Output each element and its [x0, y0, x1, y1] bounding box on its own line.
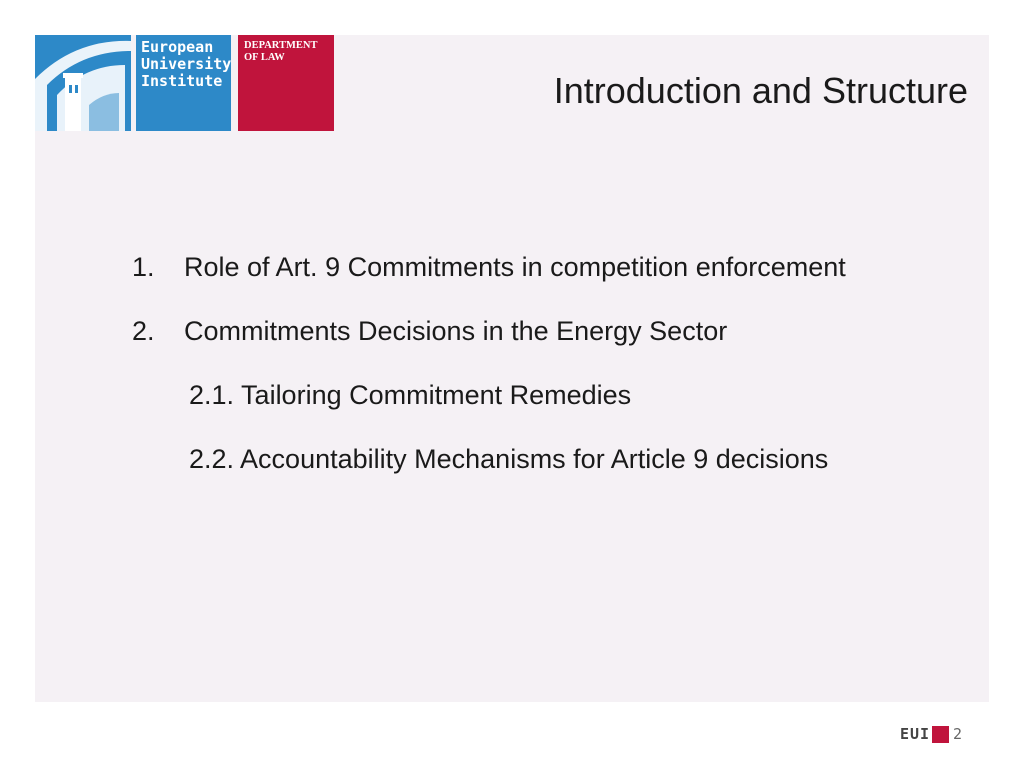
agenda-subitem-2-1: [189, 380, 631, 411]
eui-building-icon: [35, 35, 131, 131]
agenda-item-text: 2.2. Accountability Mechanisms for Article 9 decisions: [189, 444, 829, 474]
slide-title: Introduction and Structure: [553, 70, 968, 111]
logo-line-european: European: [141, 38, 214, 56]
agenda-item-text: Role of Art. 9 Commitments in competition enforcement: [184, 252, 846, 282]
footer-eui-text: EUI: [900, 725, 931, 743]
dept-line-2: OF LAW: [244, 52, 285, 63]
agenda-item-text: 2.1. Tailoring Commitment Remedies: [189, 380, 632, 410]
eui-logo: [35, 35, 231, 131]
agenda-item-number: 2.: [132, 316, 155, 346]
page-number: 2: [953, 725, 963, 743]
logo-line-institute: Institute: [141, 72, 223, 90]
slide-panel: [35, 35, 989, 702]
agenda-subitem-2-2: [189, 444, 828, 475]
eui-square-icon: [932, 726, 949, 743]
agenda-item-text: Commitments Decisions in the Energy Sector: [184, 316, 728, 346]
agenda-item-number: 1.: [132, 252, 155, 282]
logo-line-university: University: [141, 55, 232, 73]
department-of-law-logo: [238, 35, 334, 131]
dept-line-1: DEPARTMENT: [244, 40, 318, 51]
eui-wordmark: [136, 35, 231, 131]
